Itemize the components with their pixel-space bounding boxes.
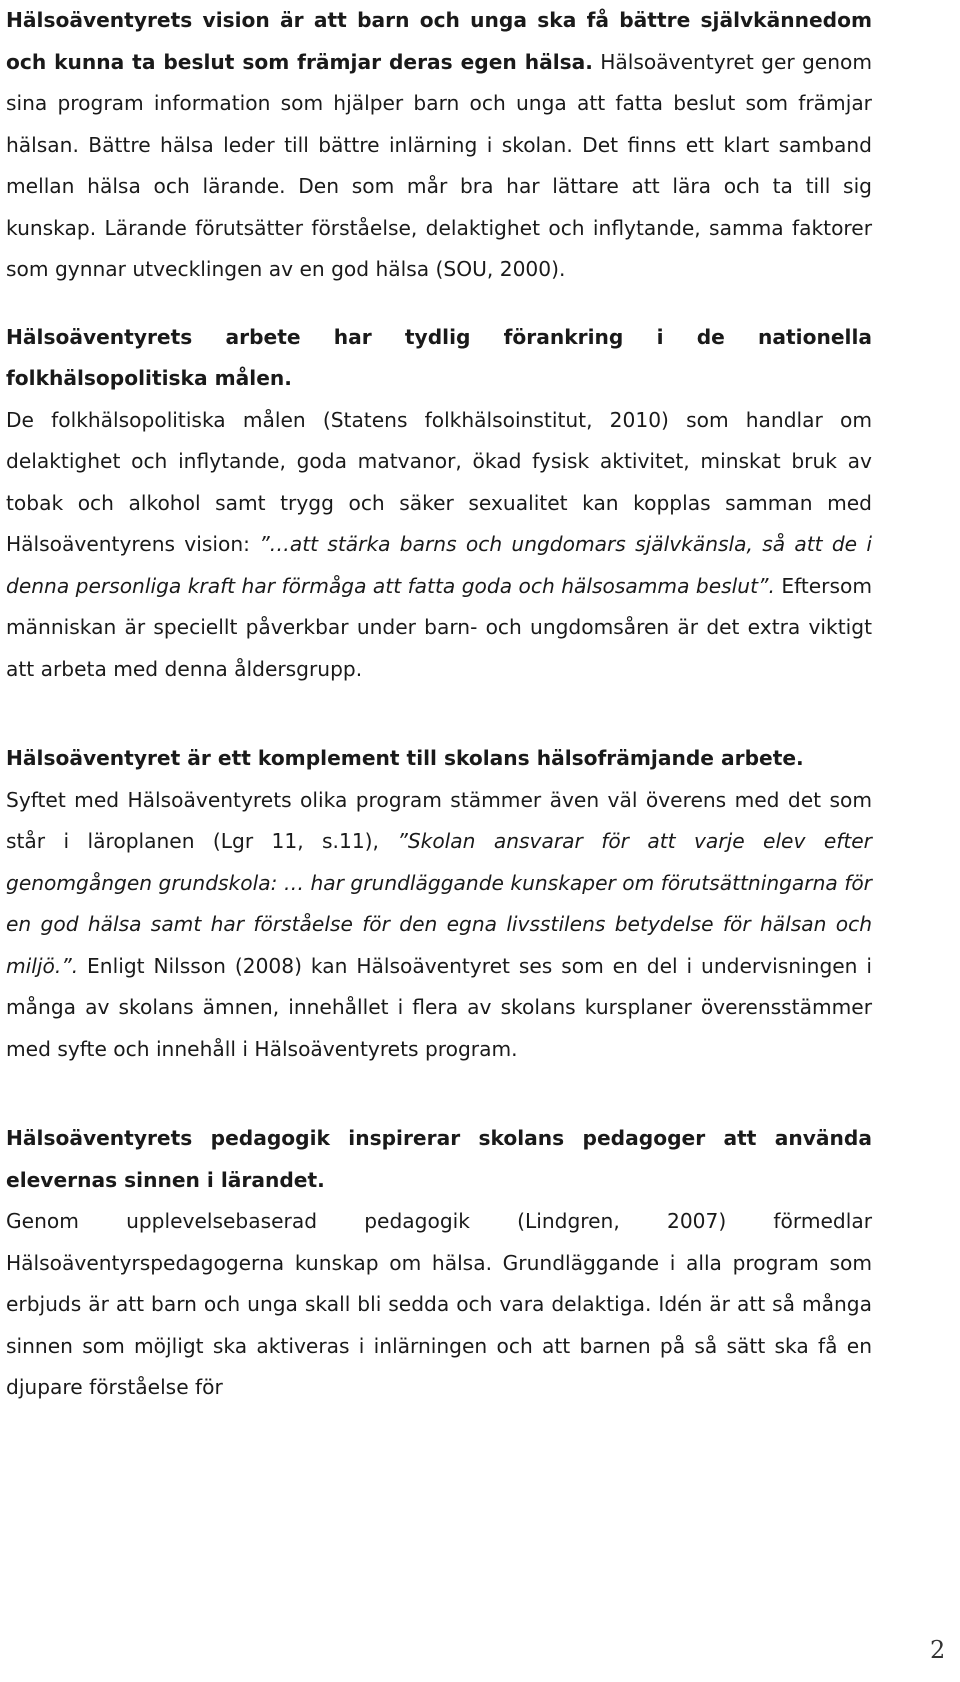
page-number: 2: [930, 1636, 946, 1664]
document-page: [6, 0, 872, 1409]
section2-heading: Hälsoäventyret är ett komplement till skolans hälsofrämjande arbete.: [6, 746, 804, 770]
section1-heading: Hälsoäventyrets arbete har tydlig förankring i de nationella folkhälsopolitiska målen.: [6, 324, 872, 390]
section1-text-start: De folkhälsopolitiska målen (Statens folkhälsoinstitut, 2010) som handlar om delaktighet och inflytande, goda matvanor, ökad fysisk aktivitet, minskat bruk av tobak och alkohol samt trygg och säker sexualitet kan kopplas samman med Hälsoäventyrens vision:: [6, 407, 872, 556]
section1-text-end: Eftersom människan är speciellt påverkbar under barn- och ungdomsåren är det extra viktigt att arbeta med denna åldersgrupp.: [6, 573, 872, 681]
section2-text-start: Syftet med Hälsoäventyrets olika program stämmer även väl överens med det som står i läroplanen (Lgr 11, s.11),: [6, 787, 872, 853]
section1-paragraph: [6, 400, 872, 691]
section3-heading: Hälsoäventyrets pedagogik inspirerar skolans pedagoger att använda elevernas sinnen i lärandet.: [6, 1126, 872, 1192]
intro-bold-text: Hälsoäventyrets vision är att barn och unga ska få bättre självkännedom och kunna ta beslut som främjar deras egen hälsa.: [6, 8, 872, 74]
section1-quote: ”…att stärka barns och ungdomars självkänsla, så att de i denna personliga kraft har förmåga att fatta goda och hälsosamma beslut”.: [6, 532, 872, 598]
intro-body-text: Hälsoäventyret ger genom sina program information som hjälper barn och unga att fatta beslut som främjar hälsan. Bättre hälsa leder till bättre inlärning i skolan. Det finns ett klart samband mellan hälsa och lärande. Den som mår bra har lättare att lära och ta till sig kunskap. Lärande förutsätter förståelse, delaktighet och inflytande, samma faktorer som gynnar utvecklingen av en god hälsa (SOU, 2000).: [6, 49, 872, 281]
section2-text-end: Enligt Nilsson (2008) kan Hälsoäventyret ses som en del i undervisningen i många av skolans ämnen, innehållet i flera av skolans kursplaner överensstämmer med syfte och innehåll i Hälsoäventyrets program.: [6, 953, 872, 1061]
section3-paragraph: Genom upplevelsebaserad pedagogik (Lindgren, 2007) förmedlar Hälsoäventyrspedagogerna kunskap om hälsa. Grundläggande i alla program som erbjuds är att barn och unga skall bli sedda och vara delaktiga. Idén är att så många sinnen som möjligt ska aktiveras i inlärningen och att barnen på så sätt ska få en djupare förståelse för: [6, 1209, 872, 1399]
section2-paragraph: [6, 780, 872, 1071]
section2-quote: ”Skolan ansvarar för att varje elev efter genomgången grundskola: … har grundläggande kunskaper om förutsättningarna för en god hälsa samt har förståelse för den egna livsstilens betydelse för hälsan och miljö.”.: [6, 829, 872, 978]
intro-paragraph: [6, 0, 872, 291]
